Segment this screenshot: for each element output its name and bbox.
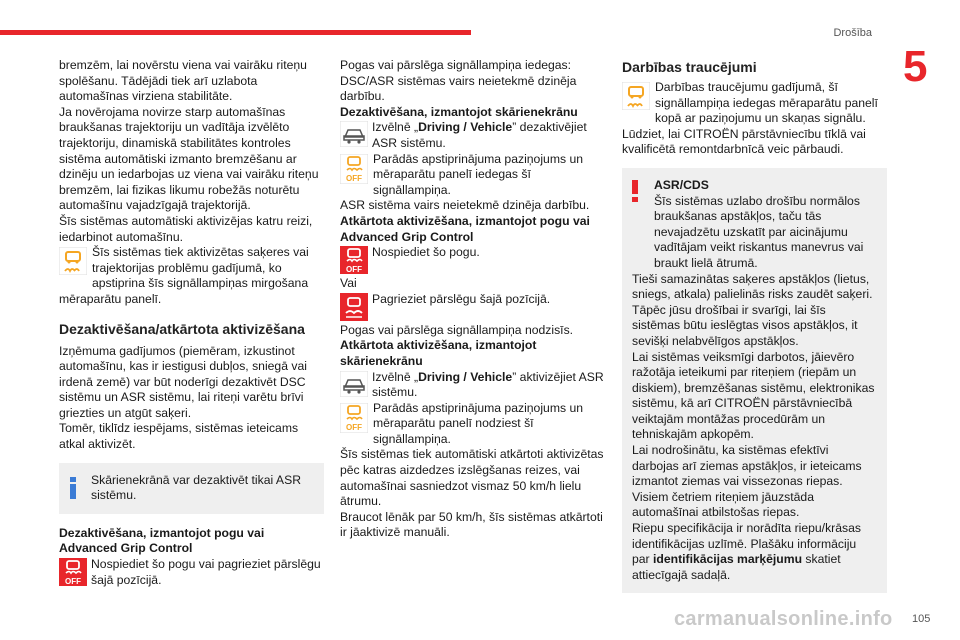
paragraph: Šīs sistēmas automātiski aktivizējas katru reizi, iedarbinot automašīnu. xyxy=(59,213,313,244)
subheading: Atkārtota aktivizēšana, izmantojot pogu vai Advanced Grip Control xyxy=(340,213,590,244)
text: Riepu specifikācija ir norādīta riepu/krāsas identifikācijas uzlīmē. Plašāku informāciju par xyxy=(632,521,861,567)
paragraph: Nospiediet šo pogu. xyxy=(372,245,480,260)
paragraph: bremzēm, lai novērstu viena vai vairāku riteņu spolēšanu. Tādējādi tiek arī uzlabota automašīnas virziena stabilitāte. xyxy=(59,58,307,104)
text: Izvēlnē „ xyxy=(372,369,419,384)
paragraph: Parādās apstiprinājuma paziņojums un mēraparātu panelī nodziest šī signāllampiņa. xyxy=(373,400,584,446)
column-2 xyxy=(340,58,604,541)
paragraph: Nospiediet šo pogu vai pagrieziet pārslēgu šajā pozīcijā. xyxy=(91,557,321,587)
section-label: Drošība xyxy=(833,27,872,39)
warning-text: Tieši samazinātas saķeres apstākļos (lietus, sniegs, atkala) palielinās risks zaudēt saķeri. Tāpēc jūsu drošībai ir svarīgi, lai šīs sistēmas būtu ieslēgtas visos apstākļos, it sevišķi nelabvēlīgos apstākļos. xyxy=(632,271,873,348)
section-heading: Dezaktivēšana/atkārtota aktivizēšana xyxy=(59,320,305,337)
warning-title: ASR/CDS xyxy=(654,177,709,192)
paragraph: Tomēr, tiklīdz iespējams, sistēmas ieteicams atkal aktivizēt. xyxy=(59,421,299,452)
skid-warning-icon xyxy=(59,247,87,280)
info-icon xyxy=(69,477,77,504)
paragraph: Izņēmuma gadījumos (piemēram, izkustinot automašīnu, kas ir iestigusi dubļos, sniegā vai irdenā zemē) var būt noderīgi dezaktivēt DSC sistēmu un ASR sistēmu, lai riteņi varētu brīvi griezties un atgūt saķeri. xyxy=(59,343,307,420)
menu-name: Driving / Vehicle xyxy=(418,369,513,384)
icon-paragraph xyxy=(59,557,324,588)
paragraph: Pogas vai pārslēga signāllampiņa iedegas: DSC/ASR sistēmas vairs neietekmē dzinēja darbību. xyxy=(340,58,577,104)
column-1 xyxy=(59,58,324,588)
text: ” aktivizējiet ASR sistēmu. xyxy=(372,369,604,400)
icon-paragraph xyxy=(340,370,604,401)
warning-text: Lai sistēmas veiksmīgi darbotos, jāievēro ražotāja ieteikumi par riteņiem (riepām un diskiem), bremzēšanas sistēmu, elektronikas sistēmu, kā arī CITROËN pārstāvniecībā veiktajām montāžas procedūrām un tehniskajām apkopēm. xyxy=(632,349,875,442)
paragraph: Lūdziet, lai CITROËN pārstāvniecību tīklā vai kvalificētā remontdarbnīcā veic pārbaudi. xyxy=(622,126,866,157)
top-accent-bar xyxy=(0,30,471,35)
paragraph: Vai xyxy=(340,276,357,291)
icon-paragraph xyxy=(340,292,604,323)
off-label: OFF xyxy=(346,422,362,432)
icon-paragraph xyxy=(59,245,324,307)
paragraph: Pagrieziet pārslēgu šajā pozīcijā. xyxy=(372,291,551,306)
off-label: OFF xyxy=(346,265,362,275)
paragraph: Braucot lēnāk par 50 km/h, šīs sistēmas atkārtoti ir jāaktivizē manuāli. xyxy=(340,509,603,540)
menu-name: Driving / Vehicle xyxy=(418,120,513,135)
cross-reference: identifikācijas marķējumu xyxy=(653,552,803,567)
icon-paragraph xyxy=(340,120,604,151)
info-text: Skārienekrānā var dezaktivēt tikai ASR sistēmu. xyxy=(91,472,301,503)
warning-text xyxy=(632,521,877,583)
skid-off-amber-icon xyxy=(340,403,368,438)
chapter-number: 5 xyxy=(903,42,928,91)
paragraph xyxy=(372,370,604,401)
info-box xyxy=(59,463,324,514)
paragraph: Šīs sistēmas tiek aktivizētas saķeres vai trajektorijas problēmu gadījumā, ko apstiprina šīs signāllampiņas mirgošana mēraparātu panelī. xyxy=(59,245,309,306)
subheading: Atkārtota aktivizēšana, izmantojot skārienekrānu xyxy=(340,338,537,368)
vehicle-menu-icon xyxy=(340,371,368,402)
icon-paragraph xyxy=(340,401,604,448)
watermark: carmanualsonline.info xyxy=(674,608,893,630)
subheading: Dezaktivēšana, izmantojot pogu vai Advanced Grip Control xyxy=(59,525,265,556)
off-label: OFF xyxy=(65,577,81,587)
page-number: 105 xyxy=(912,613,931,625)
skid-warning-icon xyxy=(622,82,650,115)
text: Izvēlnē „ xyxy=(372,120,419,135)
skid-off-icon xyxy=(340,246,368,279)
paragraph xyxy=(372,120,604,151)
skid-off-amber-icon xyxy=(340,154,368,189)
text: ” dezaktivējiet ASR sistēmu. xyxy=(372,120,587,150)
icon-paragraph xyxy=(340,152,604,199)
icon-paragraph xyxy=(340,245,604,276)
mode-selector-icon xyxy=(340,293,368,326)
warning-icon xyxy=(632,180,638,207)
off-label: OFF xyxy=(346,173,362,183)
warning-text: Lai nodrošinātu, ka sistēmas efektīvi darbojas arī ziemas apstākļos, ir ieteicams izmantot ziemas vai vissezonas riepas. Visiem četriem riteņiem jāuzstāda automašīnai atbilstošas riepas. xyxy=(632,443,862,520)
subheading: Dezaktivēšana, izmantojot skārienekrānu xyxy=(340,104,578,119)
paragraph: Darbības traucējumu gadījumā, šī signāllampiņa iedegas mēraparātu panelī kopā ar paziņojumu un skaņas signālu. xyxy=(655,80,878,126)
warning-box xyxy=(622,168,887,593)
icon-paragraph xyxy=(622,80,887,127)
paragraph: ASR sistēma vairs neietekmē dzinēja darbību. xyxy=(340,198,590,213)
text: skatiet attiecīgajā sadaļā. xyxy=(632,552,841,582)
vehicle-menu-icon xyxy=(340,121,368,152)
column-3 xyxy=(622,58,887,593)
paragraph: Šīs sistēmas tiek automātiski atkārtoti aktivizētas pēc katras aizdedzes izslēgšanas reizes, vai automašīnai sasniedzot vismaz 50 km/h lielu ātrumu. xyxy=(340,447,604,509)
skid-off-icon xyxy=(59,558,87,591)
paragraph: Pogas vai pārslēga signāllampiņa nodzisīs. xyxy=(340,322,574,337)
paragraph: Ja novērojama novirze starp automašīnas braukšanas trajektoriju un vadītāja izvēlēto trajektoriju, dinamiskā stabilitātes kontroles sistēma automātiski izmanto bremzēšanu ar dzinēju un iedarbojas uz viena vai vairāku riteņu bremzēm, lai fizikas likumu robežās noturētu automašīnu vajadzīgajā trajektorijā. xyxy=(59,104,319,213)
warning-text: Šīs sistēmas uzlabo drošību normālos braukšanas apstākļos, taču tās nevajadzētu uzskatīt par aicinājumu vadītājam veikt riskantus manevrus vai braukt lielā ātrumā. xyxy=(654,193,864,270)
paragraph: Parādās apstiprinājuma paziņojums un mēraparātu panelī iedegas šī signāllampiņa. xyxy=(373,151,584,197)
section-heading: Darbības traucējumi xyxy=(622,59,757,75)
